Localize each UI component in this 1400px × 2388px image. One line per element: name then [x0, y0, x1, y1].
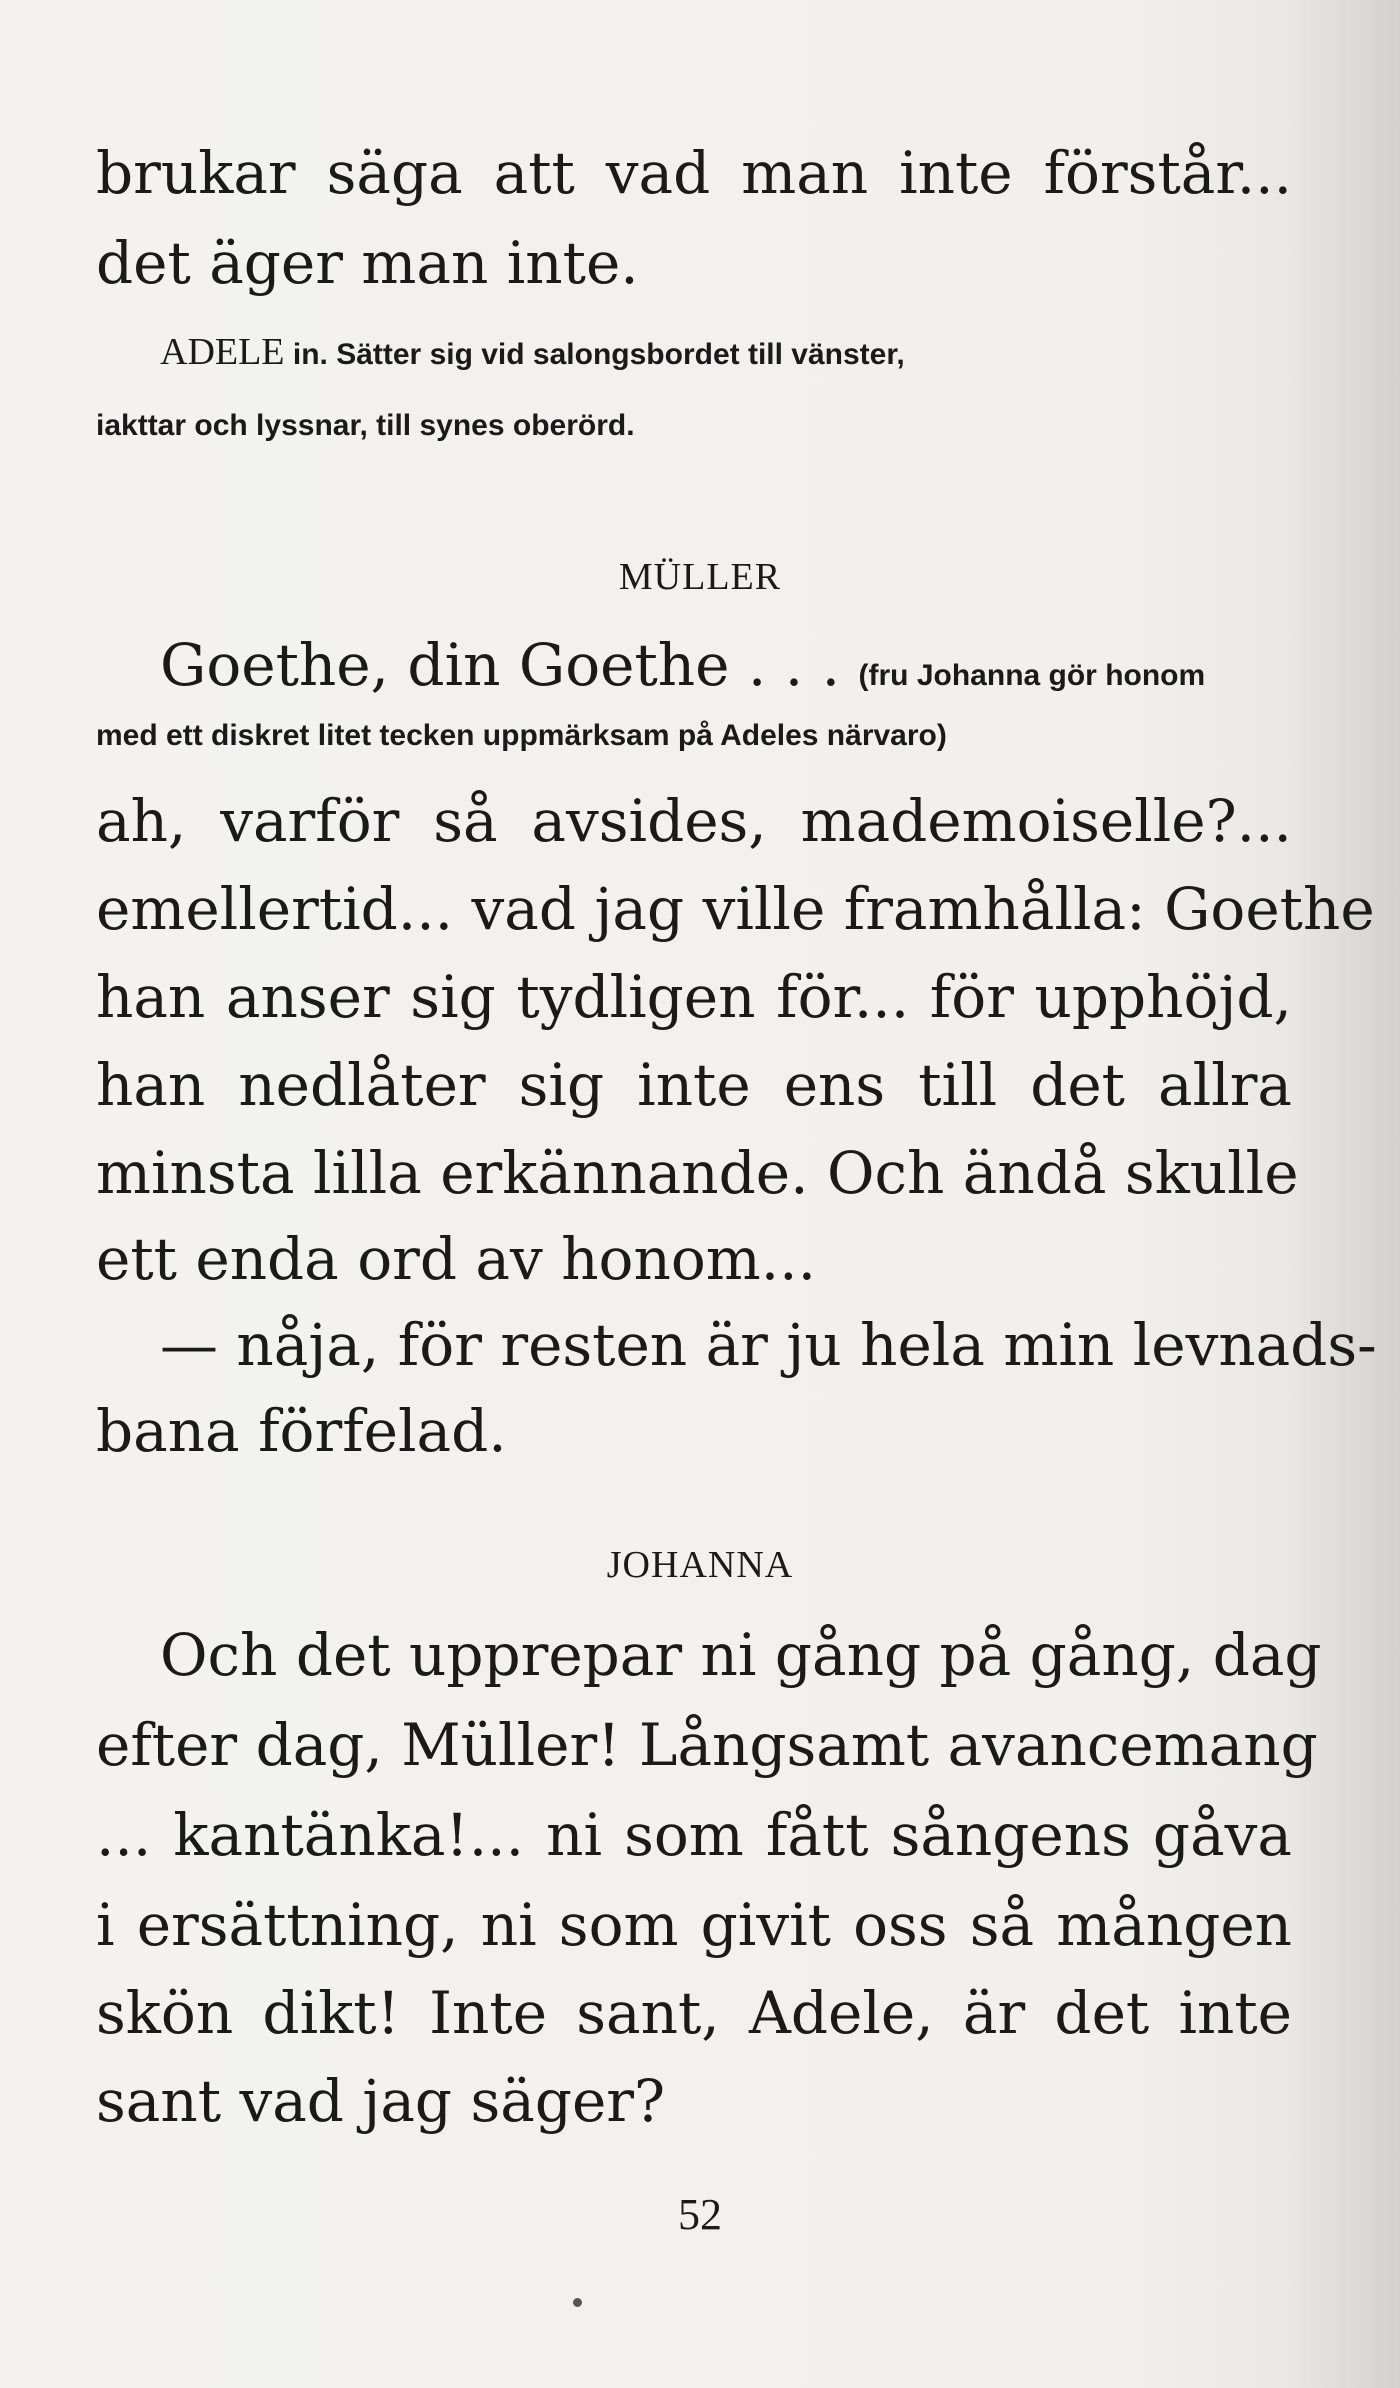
text-line: brukar säga att vad man inte förstår...	[96, 139, 1292, 207]
text-line: emellertid... vad jag ville framhålla: Goethe	[96, 875, 1375, 943]
stage-direction-line: iakttar och lyssnar, till synes oberörd.	[96, 409, 635, 442]
speech-text: Goethe, din Goethe . . .	[160, 631, 859, 699]
ink-speck	[573, 2298, 582, 2307]
text-line: efter dag, Müller! Långsamt avancemang	[96, 1711, 1318, 1779]
text-line: ett enda ord av honom...	[96, 1225, 817, 1293]
text-line: Och det upprepar ni gång på gång, dag	[160, 1621, 1322, 1689]
text-line: han nedlåter sig inte ens till det allra	[96, 1051, 1292, 1119]
text-line: ah, varför så avsides, mademoiselle?...	[96, 787, 1292, 855]
text-line: det äger man inte.	[96, 229, 639, 297]
text-line: skön dikt! Inte sant, Adele, är det inte	[96, 1979, 1292, 2047]
text-line	[160, 632, 1205, 709]
speaker-heading: MÜLLER	[618, 556, 782, 598]
stage-direction	[160, 332, 905, 375]
inline-stage-direction-line: med ett diskret litet tecken uppmärksam på Adeles närvaro)	[96, 719, 947, 752]
text-line: minsta lilla erkännande. Och ändå skulle	[96, 1139, 1299, 1207]
text-line: ... kantänka!... ni som fått sångens gåva	[96, 1801, 1292, 1869]
inline-stage-direction: (fru Johanna gör honom	[858, 659, 1206, 692]
speaker-heading: JOHANNA	[606, 1544, 794, 1586]
page-number: 52	[678, 2190, 722, 2239]
character-name: ADELE	[160, 331, 285, 373]
text-line: — nåja, för resten är ju hela min levnads-	[160, 1311, 1377, 1379]
stage-direction-text: in. Sätter sig vid salongsbordet till vänster,	[284, 338, 905, 371]
text-line: bana förfelad.	[96, 1397, 507, 1465]
text-line: i ersättning, ni som givit oss så mången	[96, 1891, 1292, 1959]
text-line: han anser sig tydligen för... för upphöjd,	[96, 963, 1292, 1031]
text-line: sant vad jag säger?	[96, 2067, 666, 2135]
